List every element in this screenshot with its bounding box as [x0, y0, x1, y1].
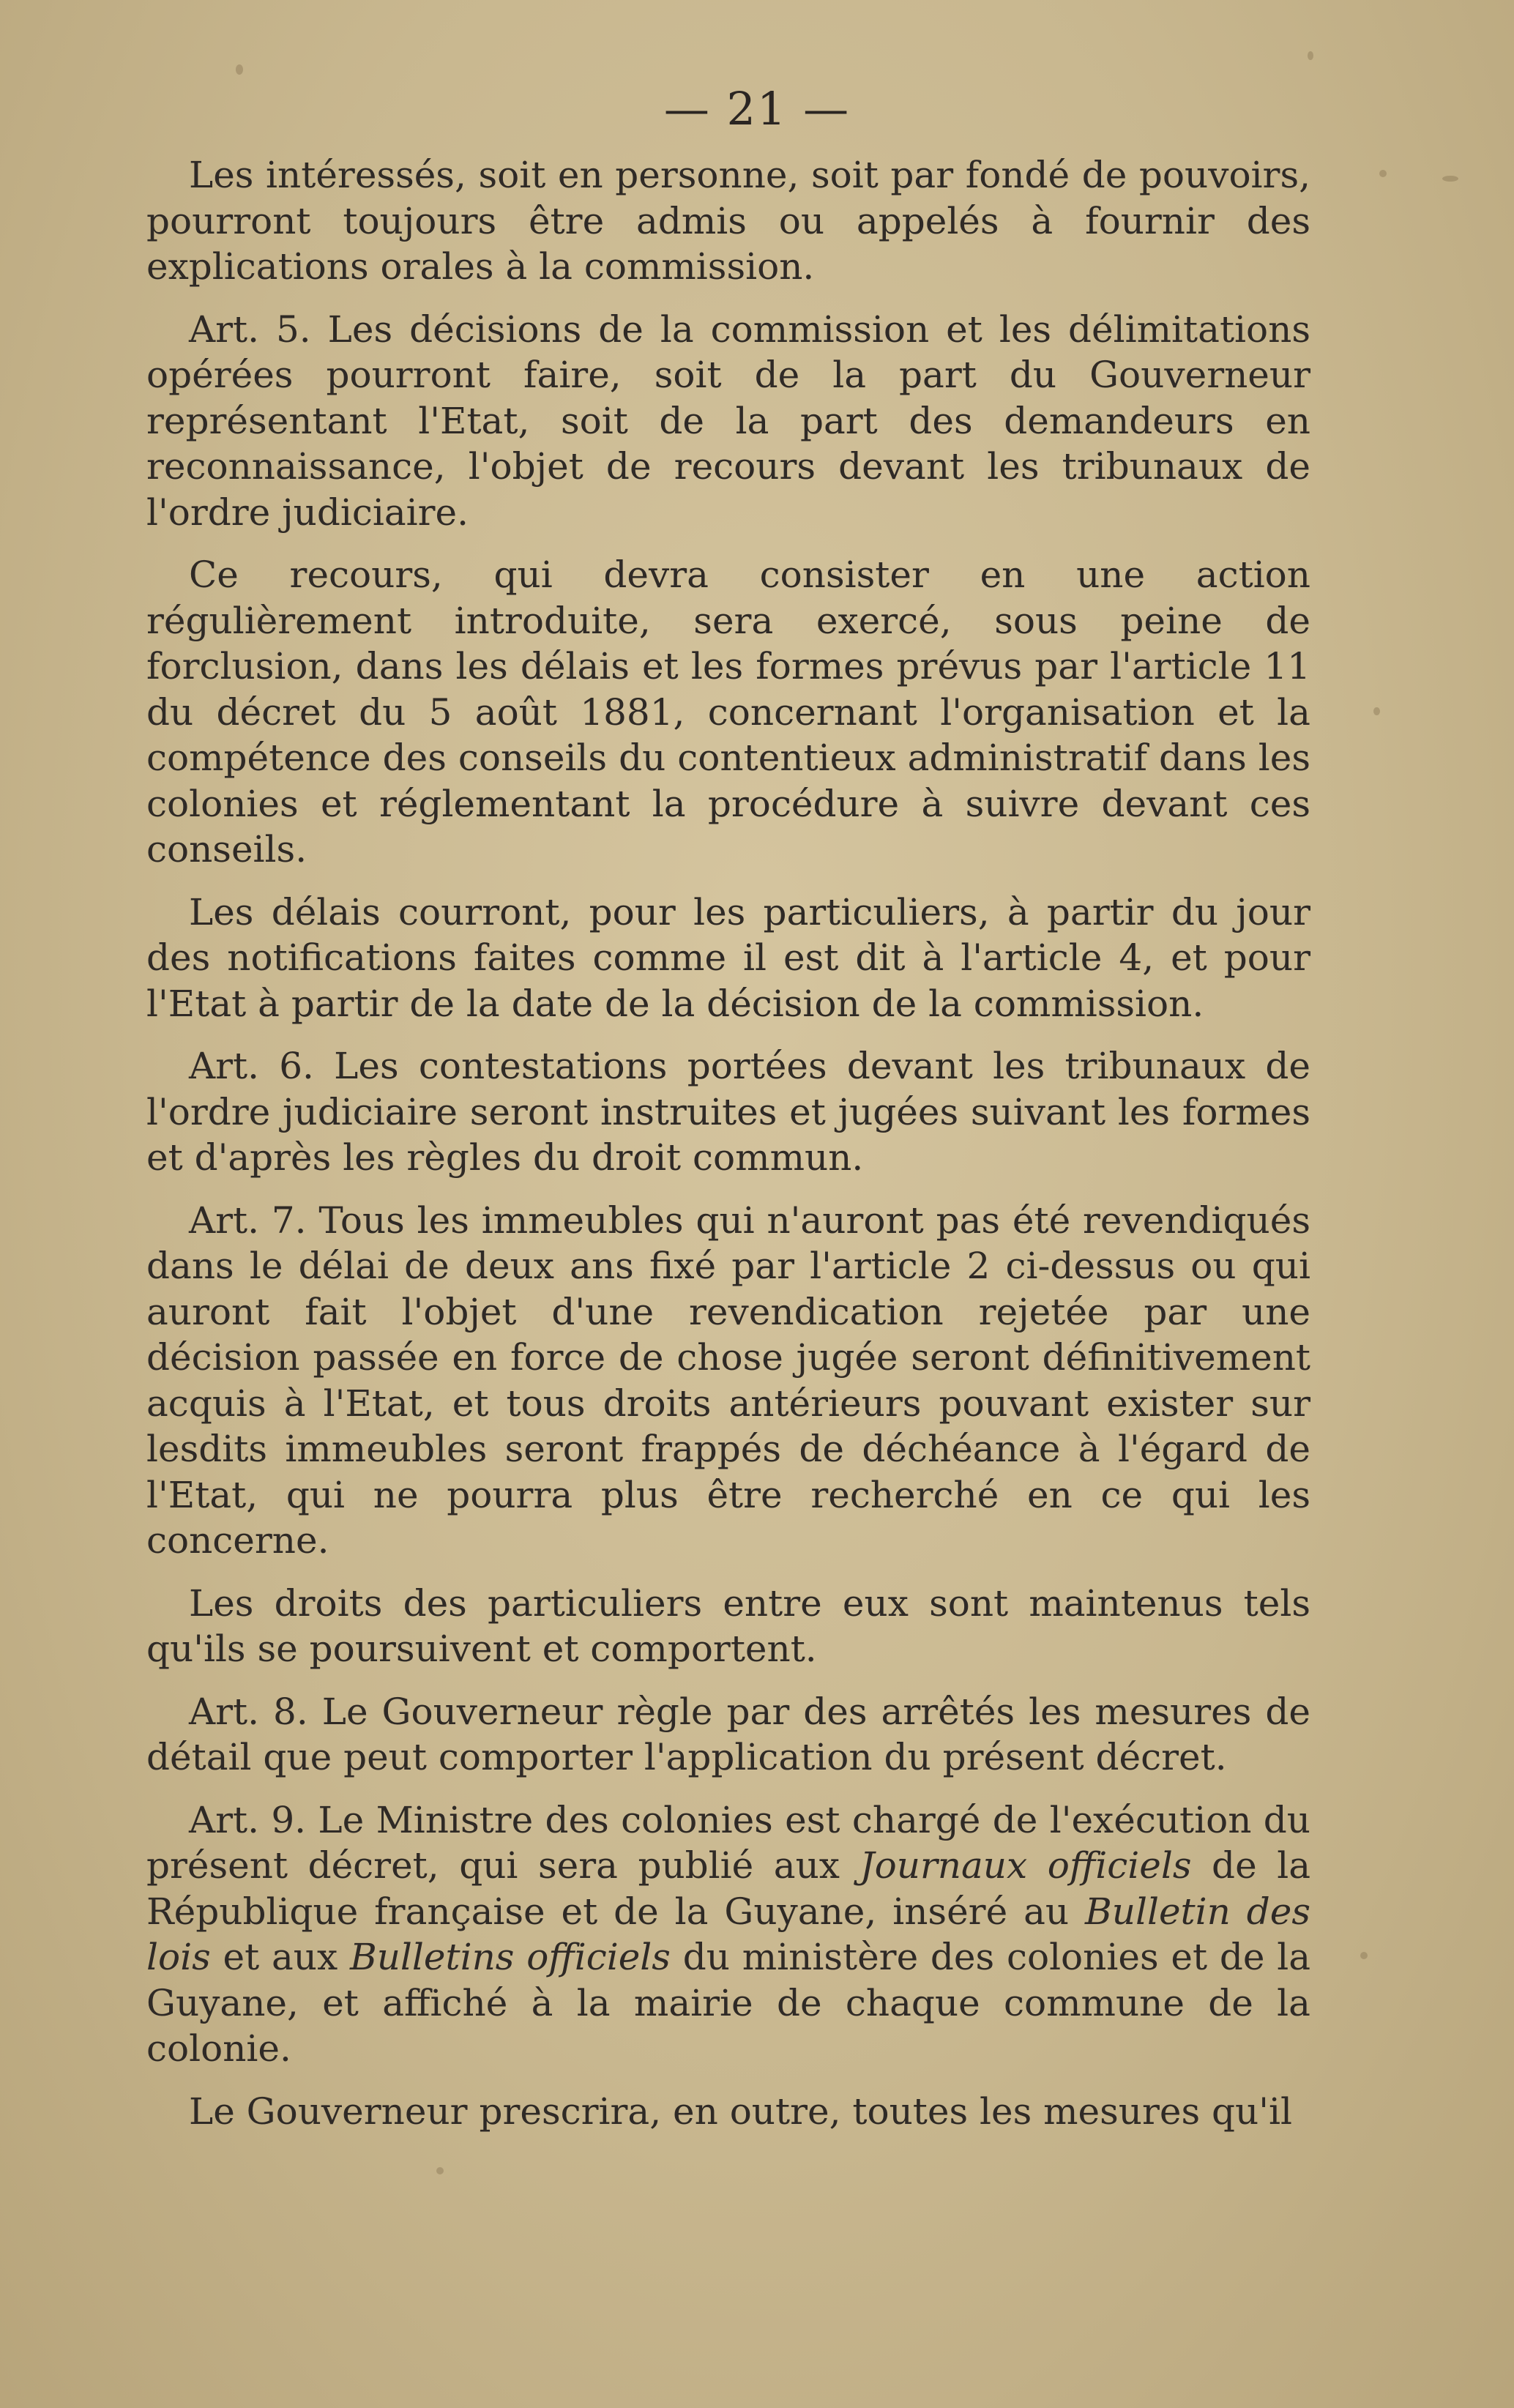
page-number: — 21 —	[663, 82, 851, 135]
text-run: Les délais courront, pour les particuliers, à partir du jour des notifications faites comme il est dit à l'article 4, et pour l'Etat à partir de la date de la décision de la commission.	[146, 890, 1310, 1025]
text-run: Art. 9. Le Ministre des colonies est chargé de l'exécution du présent décret, qui sera publié aux	[146, 1798, 1310, 1887]
text-run: de la République française et de la Guyane, inséré au	[146, 1844, 1311, 1933]
paper-speck	[1360, 1952, 1368, 1959]
text-run: Art. 5. Les décisions de la commission et les délimitations opérées pourront faire, soit de la part du Gouverneur représentant l'Etat, soit de la part des demandeurs en reconnaissance, l'objet de recours devant les tribunaux de l'ordre judiciaire.	[146, 307, 1310, 534]
paper-speck	[1308, 51, 1313, 60]
paragraph	[146, 2089, 1310, 2135]
paragraph	[146, 1581, 1310, 1672]
paper-speck	[1373, 707, 1380, 715]
text-run: du ministère des colonies et de la Guyane, et affiché à la mairie de chaque commune de la colonie.	[146, 1936, 1311, 2070]
text-run: Le Gouverneur prescrira, en outre, toutes les mesures qu'il	[189, 2090, 1292, 2133]
paragraph	[146, 1689, 1310, 1781]
paragraph	[146, 1797, 1310, 2072]
paper-speck	[1442, 176, 1458, 182]
italic-title: Bulletin des lois	[146, 1890, 1310, 1978]
body-text	[146, 152, 1310, 2151]
text-run: Ce recours, qui devra consister en une action régulièrement introduite, sera exercé, sous peine de forclusion, dans les délais et les formes prévus par l'article 11 du décret du 5 août 1881, concernant l'organisation et la compétence des conseils du contentieux administratif dans les colonies et réglementant la procédure à suivre devant ces conseils.	[146, 553, 1310, 871]
paragraph	[146, 307, 1310, 536]
paragraph	[146, 552, 1310, 873]
italic-title: Bulletins officiels	[349, 1936, 671, 1978]
text-run: Art. 7. Tous les immeubles qui n'auront pas été revendiqués dans le délai de deux ans fixé par l'article 2 ci-dessus ou qui auront fait l'objet d'une revendication rejetée par une décision passée en force de chose jugée seront définitivement acquis à l'Etat, et tous droits antérieurs pouvant exister sur lesdits immeubles seront frappés de déchéance à l'égard de l'Etat, qui ne pourra plus être recherché en ce qui les concerne.	[146, 1199, 1310, 1562]
text-run: Art. 8. Le Gouverneur règle par des arrêtés les mesures de détail que peut comporter l'application du présent décret.	[146, 1690, 1310, 1778]
paragraph	[146, 890, 1310, 1027]
paragraph	[146, 152, 1310, 290]
paper-speck	[236, 64, 243, 75]
paper-speck	[436, 2167, 444, 2174]
text-run: Les intéressés, soit en personne, soit par fondé de pouvoirs, pourront toujours être admis ou appelés à fournir des explications orales à la commission.	[146, 154, 1310, 288]
paper-speck	[1379, 170, 1387, 177]
paragraph	[146, 1043, 1310, 1181]
paragraph	[146, 1198, 1310, 1564]
text-run: Les droits des particuliers entre eux sont maintenus tels qu'ils se poursuivent et comportent.	[146, 1581, 1310, 1670]
text-run: et aux	[210, 1936, 350, 1978]
text-run: Art. 6. Les contestations portées devant les tribunaux de l'ordre judiciaire seront instruites et jugées suivant les formes et d'après les règles du droit commun.	[146, 1045, 1310, 1179]
italic-title: Journaux officiels	[859, 1844, 1192, 1887]
